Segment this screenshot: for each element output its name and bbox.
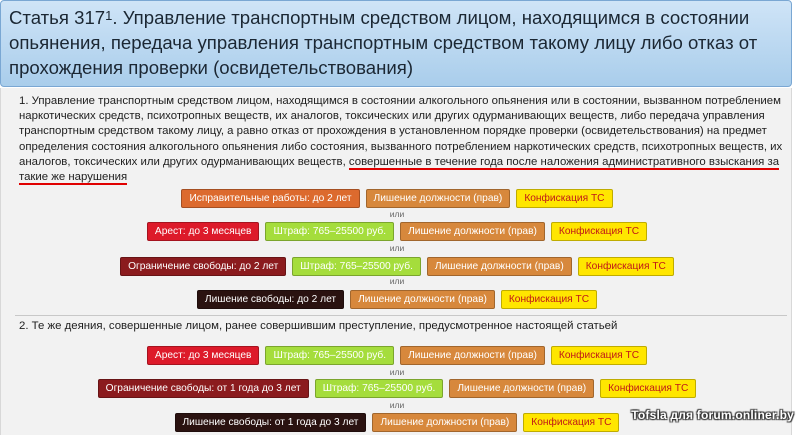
penalty-badge-konfiskaciya[interactable]: Конфискация ТС	[501, 290, 597, 309]
paragraph-divider	[15, 315, 787, 316]
penalty-badge-konfiskaciya[interactable]: Конфискация ТС	[523, 413, 619, 432]
penalty-badge-lishenie-dolzhnosti[interactable]: Лишение должности (прав)	[366, 189, 511, 208]
paragraph-1	[19, 94, 789, 185]
penalty-badge-lishenie-dolzhnosti[interactable]: Лишение должности (прав)	[400, 222, 545, 241]
paragraph-2	[19, 319, 789, 334]
penalty-badge-shtraf[interactable]: Штраф: 765–25500 руб.	[265, 346, 394, 365]
penalty-row-1-3	[1, 257, 793, 276]
paragraph-1-underlined-text: совершенные в течение года после наложения административного взыскания за такие же нарушения	[19, 155, 780, 184]
penalty-badge-lishenie-dolzhnosti[interactable]: Лишение должности (прав)	[372, 413, 517, 432]
penalty-badge-konfiskaciya[interactable]: Конфискация ТС	[600, 379, 696, 398]
paragraph-1-text: 1. Управление транспортным средством лицом, находящимся в состоянии алкогольного опьянения или в состоянии, вызванном потреблением наркотических средств, психотропных веществ, их аналогов, токсических или других одурманивающих веществ, либо передача управления транспортным средством такому лицу, а равно отказ от прохождения в установленном порядке проверки (освидетельствования) на предмет определения состояния алкогольного опьянения либо состояния, вызванного потреблением наркотических средств, психотропных веществ, их аналогов, токсических или других одурманивающих веществ,	[19, 95, 783, 168]
penalty-badge-shtraf[interactable]: Штраф: 765–25500 руб.	[292, 257, 421, 276]
penalty-badge-konfiskaciya[interactable]: Конфискация ТС	[578, 257, 674, 276]
or-label: или	[389, 367, 405, 377]
penalty-badge-konfiskaciya[interactable]: Конфискация ТС	[551, 222, 647, 241]
penalty-row-2-2	[1, 379, 793, 398]
penalty-badge-konfiskaciya[interactable]: Конфискация ТС	[551, 346, 647, 365]
penalty-badge-ogranichenie[interactable]: Ограничение свободы: до 2 лет	[120, 257, 286, 276]
penalty-badge-shtraf[interactable]: Штраф: 765–25500 руб.	[265, 222, 394, 241]
penalty-badge-konfiskaciya[interactable]: Конфискация ТС	[516, 189, 612, 208]
penalty-badge-lishenie-svobody[interactable]: Лишение свободы: от 1 года до 3 лет	[175, 413, 367, 432]
penalty-row-1-2	[1, 222, 793, 241]
watermark: Tofsla для forum.onliner.by	[631, 408, 794, 422]
penalty-row-2-1	[1, 346, 793, 365]
article-title-prefix: Статья 317	[9, 7, 106, 28]
paragraph-2-text: 2. Те же деяния, совершенные лицом, ранее совершившим преступление, предусмотренное настоящей статьей	[19, 320, 618, 332]
penalty-badge-lishenie-dolzhnosti[interactable]: Лишение должности (прав)	[427, 257, 572, 276]
or-label: или	[389, 243, 405, 253]
penalty-badge-shtraf[interactable]: Штраф: 765–25500 руб.	[315, 379, 444, 398]
or-label: или	[389, 276, 405, 286]
or-label: или	[389, 209, 405, 219]
penalty-badge-lishenie-dolzhnosti[interactable]: Лишение должности (прав)	[449, 379, 594, 398]
penalty-row-1-1	[1, 189, 793, 208]
penalty-badge-arest[interactable]: Арест: до 3 месяцев	[147, 222, 260, 241]
penalty-badge-ogranichenie[interactable]: Ограничение свободы: от 1 года до 3 лет	[98, 379, 309, 398]
article-body	[0, 88, 792, 435]
penalty-badge-ispravitelnye[interactable]: Исправительные работы: до 2 лет	[181, 189, 359, 208]
article-title-superscript: 1	[105, 8, 113, 23]
penalty-badge-arest[interactable]: Арест: до 3 месяцев	[147, 346, 260, 365]
or-label: или	[389, 400, 405, 410]
penalty-row-1-4	[1, 290, 793, 309]
article-title-rest: . Управление транспортным средством лицом, находящимся в состоянии опьянения, передача управления транспортным средством такому лицу либо отказ от прохождения проверки (освидетельствования)	[9, 7, 758, 78]
penalty-badge-lishenie-dolzhnosti[interactable]: Лишение должности (прав)	[400, 346, 545, 365]
penalty-badge-lishenie-dolzhnosti[interactable]: Лишение должности (прав)	[350, 290, 495, 309]
article-header	[0, 0, 792, 87]
penalty-badge-lishenie-svobody[interactable]: Лишение свободы: до 2 лет	[197, 290, 344, 309]
